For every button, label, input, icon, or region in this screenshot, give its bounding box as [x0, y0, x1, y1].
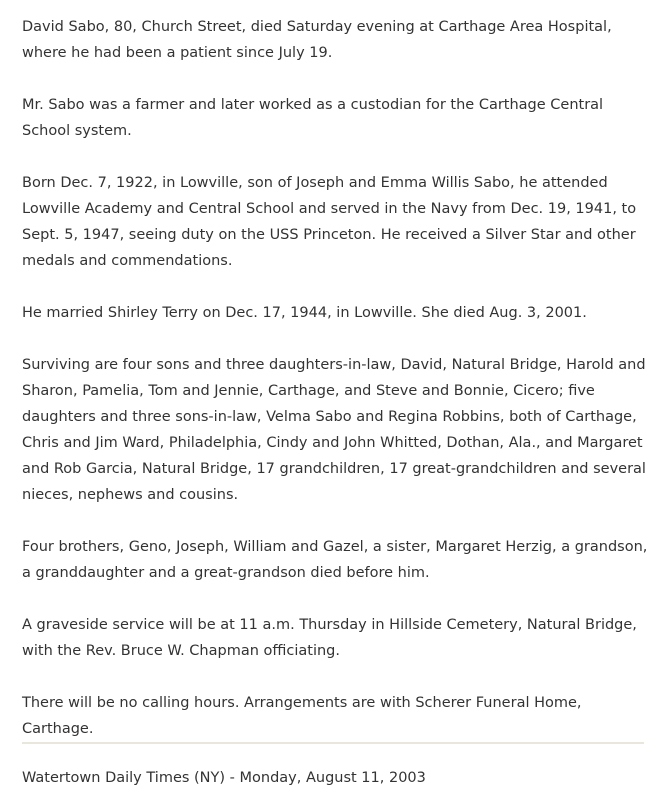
- paragraph-service: A graveside service will be at 11 a.m. Thursday in Hillside Cemetery, Natural Bridge, with the Rev. Bruce W. Chapman officiating.: [22, 617, 637, 659]
- paragraph-survivors: Surviving are four sons and three daughters-in-law, David, Natural Bridge, Harold and Sharon, Pamelia, Tom and Jennie, Carthage, and Steve and Bonnie, Cicero; five daughters and three sons-in-law, Velma Sabo and Regina Robbins, both of Carthage, Chris and Jim Ward, Philadelphia, Cindy and John Whitted, Dothan, Ala., and Margaret and Rob Garcia, Natural Bridge, 17 grandchildren, 17 great-grandchildren and several nieces, nephews and cousins.: [22, 357, 646, 503]
- paragraph-arrangements: There will be no calling hours. Arrangements are with Scherer Funeral Home, Carthage.: [22, 695, 582, 737]
- paragraph-death-notice: David Sabo, 80, Church Street, died Saturday evening at Carthage Area Hospital, where he had been a patient since July 19.: [22, 19, 612, 61]
- paragraph-predeceased: Four brothers, Geno, Joseph, William and Gazel, a sister, Margaret Herzig, a grandson, a granddaughter and a great-grandson died before him.: [22, 539, 648, 581]
- obituary-body: [22, 14, 650, 768]
- paragraph-biography: Born Dec. 7, 1922, in Lowville, son of Joseph and Emma Willis Sabo, he attended Lowville Academy and Central School and served in the Navy from Dec. 19, 1941, to Sept. 5, 1947, seeing duty on the USS Princeton. He received a Silver Star and other medals and commendations.: [22, 175, 637, 269]
- paragraph-marriage: He married Shirley Terry on Dec. 17, 1944, in Lowville. She died Aug. 3, 2001.: [22, 305, 587, 321]
- divider: [22, 742, 644, 744]
- paragraph-occupation: Mr. Sabo was a farmer and later worked as a custodian for the Carthage Central School system.: [22, 97, 604, 139]
- source-citation: Watertown Daily Times (NY) - Monday, August 11, 2003: [22, 770, 426, 786]
